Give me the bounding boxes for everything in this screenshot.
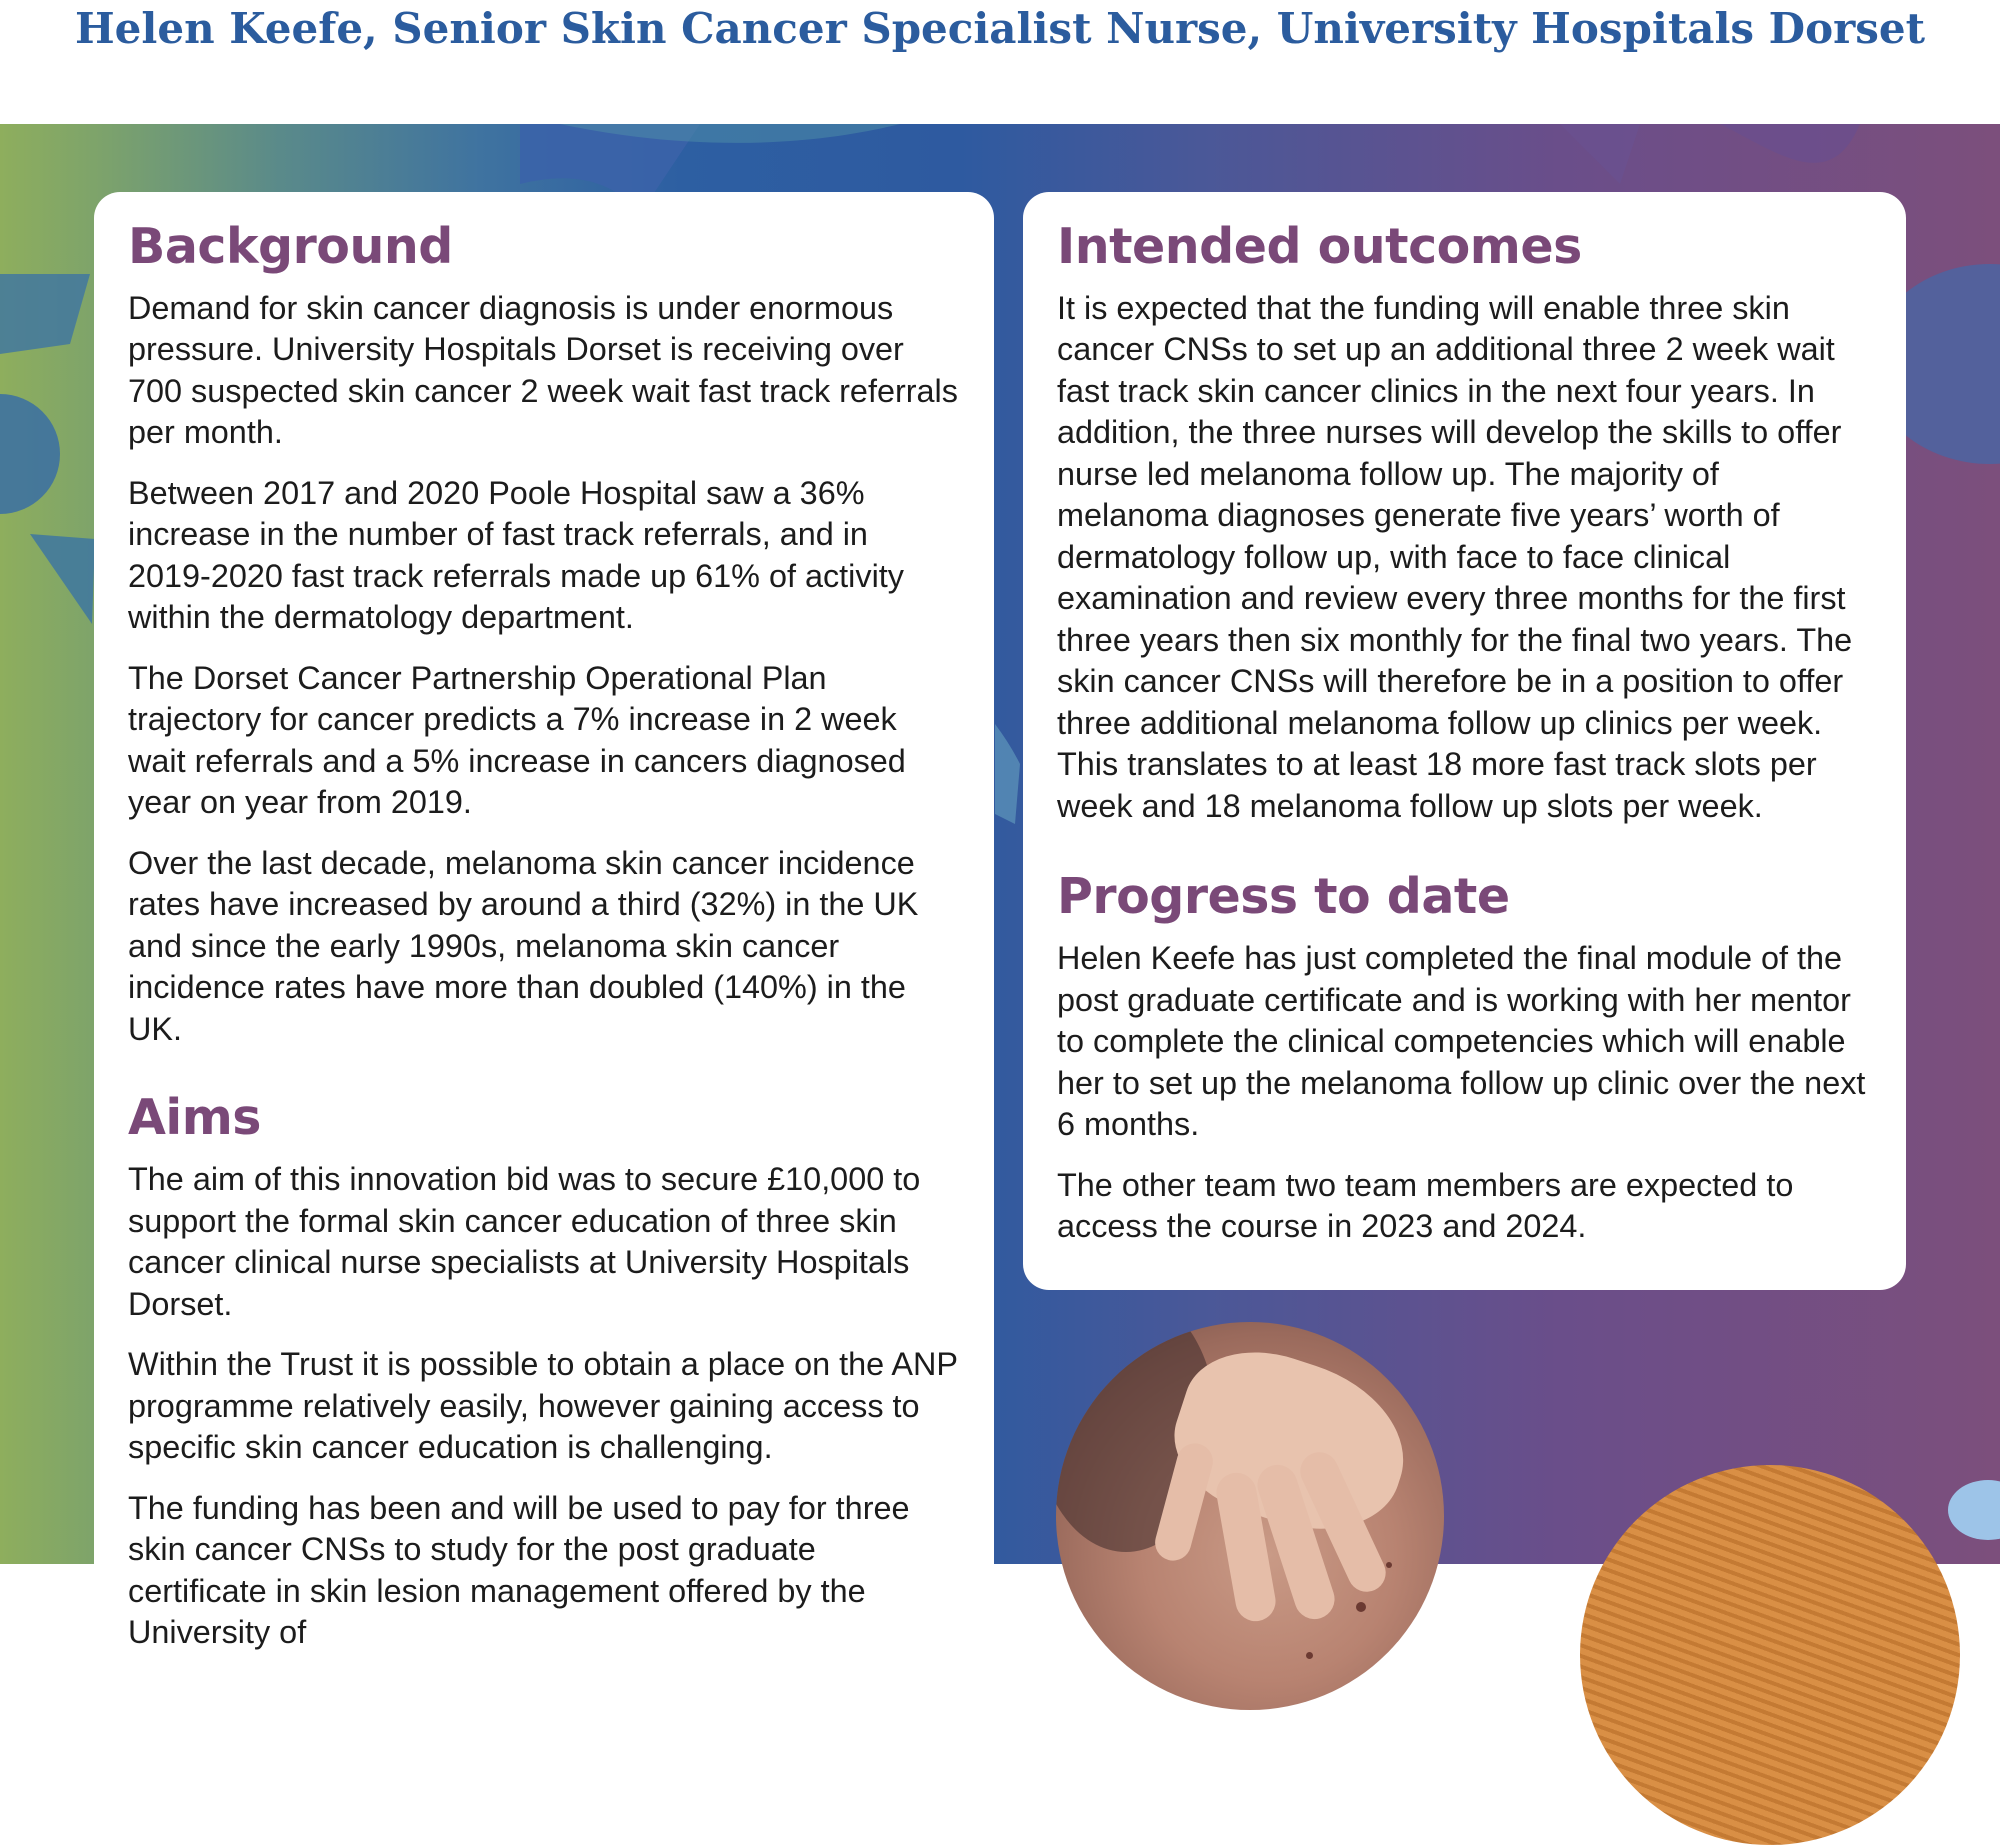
- header-band: [0, 0, 2000, 124]
- intended-outcomes-heading: Intended outcomes: [1057, 218, 1582, 275]
- progress-paragraph: Helen Keefe has just completed the final module of the post graduate certificate and is working with her mentor to complete the clinical competencies which will enable her to set up the melanoma follow up clinic over the next 6 months.: [1057, 940, 1866, 1143]
- background-paragraph: The Dorset Cancer Partnership Operational Plan trajectory for cancer predicts a 7% increase in 2 week wait referrals and a 5% increase in cancers diagnosed year on year from 2019.: [128, 659, 906, 821]
- mole-dot: [1356, 1602, 1366, 1612]
- aims-paragraph: The funding has been and will be used to pay for three skin cancer CNSs to study for the post graduate certificate in skin lesion management offered by the University of: [128, 1489, 910, 1651]
- mole-dot: [1386, 1562, 1392, 1568]
- mole-dot: [1306, 1652, 1313, 1659]
- author-line: Helen Keefe, Senior Skin Cancer Specialist Nurse, University Hospitals Dorset: [74, 4, 1925, 53]
- section-spacer: [1057, 846, 1872, 870]
- progress-paragraph: The other team two team members are expected to access the course in 2023 and 2024.: [1057, 1166, 1794, 1245]
- background-paragraph: Over the last decade, melanoma skin cancer incidence rates have increased by around a third (32%) in the UK and since the early 1990s, melanoma skin cancer incidence rates have more than doubled (140%) in the UK.: [128, 844, 919, 1047]
- aims-paragraph: The aim of this innovation bid was to secure £10,000 to support the formal skin cancer education of three skin cancer clinical nurse specialists at University Hospitals Dorset.: [128, 1161, 921, 1322]
- section-spacer: [128, 1069, 958, 1091]
- skin-examination-photo: [1056, 1322, 1444, 1710]
- background-paragraph: Demand for skin cancer diagnosis is under enormous pressure. University Hospitals Dorset is receiving over 700 suspected skin cancer 2 week wait fast track referrals per month.: [128, 289, 958, 451]
- aims-heading: Aims: [128, 1089, 261, 1147]
- background-heading: Background: [128, 218, 453, 275]
- left-content-card: [94, 192, 994, 1651]
- orange-textured-circle: [1580, 1465, 1960, 1845]
- right-content-card: [1023, 192, 1906, 1290]
- aims-paragraph: Within the Trust it is possible to obtain a place on the ANP programme relatively easily, however gaining access to specific skin cancer education is challenging.: [128, 1346, 958, 1466]
- progress-heading: Progress to date: [1057, 868, 1510, 926]
- intended-outcomes-paragraph: It is expected that the funding will enable three skin cancer CNSs to set up an additional three 2 week wait fast track skin cancer clinics in the next four years. In addition, the three nurses will develop the skills to offer nurse led melanoma follow up. The majority of melanoma diagnoses generate five years’ worth of dermatology follow up, with face to face clinical examination and review every three months for the first three years then six monthly for the final two years. The skin cancer CNSs will therefore be in a position to offer three additional melanoma follow up clinics per week. This translates to at least 18 more fast track slots per week and 18 melanoma follow up slots per week.: [1057, 289, 1853, 824]
- background-paragraph: Between 2017 and 2020 Poole Hospital saw a 36% increase in the number of fast track referrals, and in 2019-2020 fast track referrals made up 61% of activity within the dermatology department.: [128, 474, 904, 636]
